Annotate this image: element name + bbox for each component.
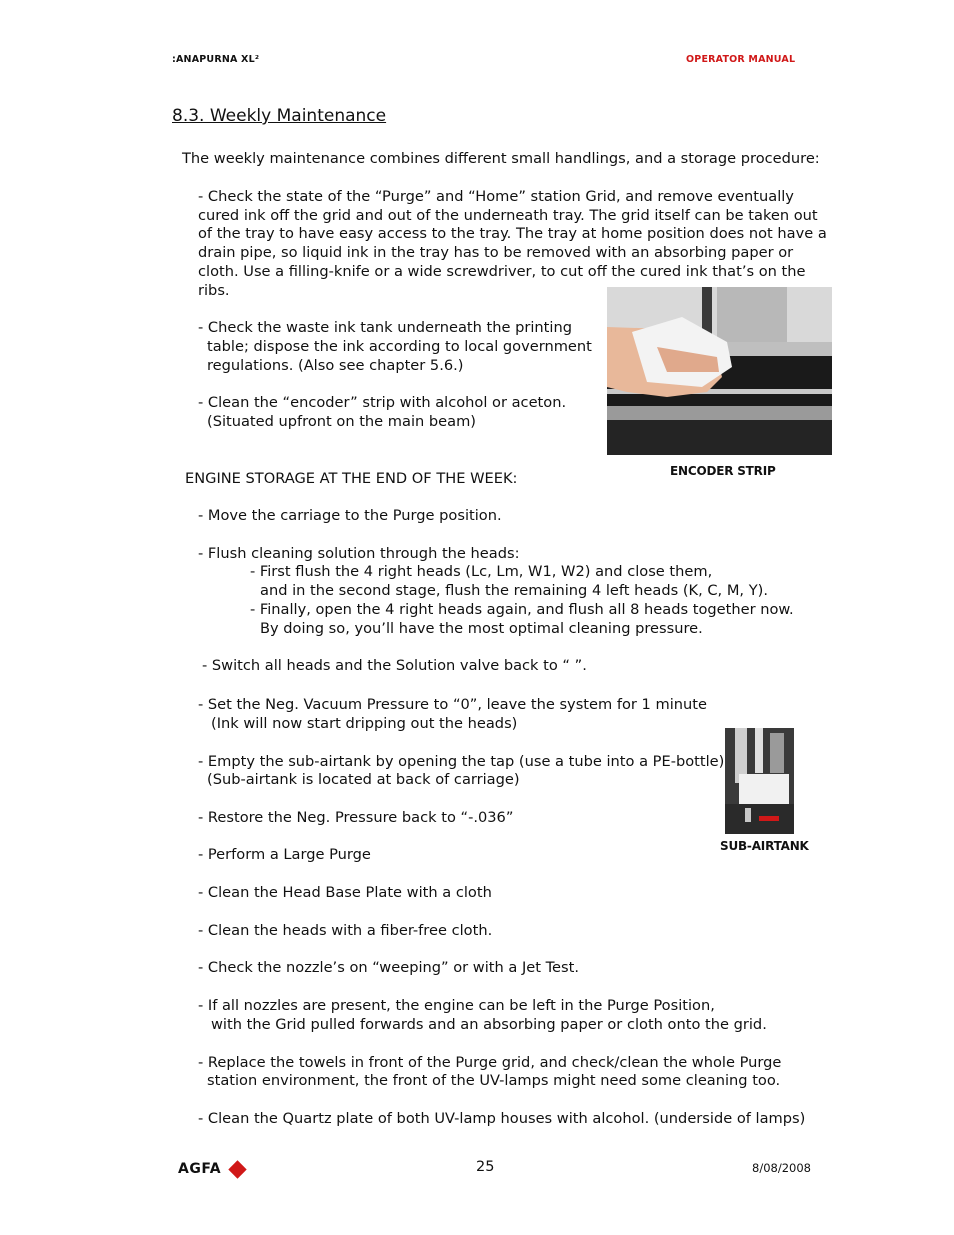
text-line: - Check the state of the “Purge” and “Home” station Grid, and remove eventually — [198, 188, 794, 205]
text-line: - Check the nozzle’s on “weeping” or with a Jet Test. — [198, 959, 579, 976]
text-line: - Flush cleaning solution through the heads: — [198, 545, 520, 562]
text-line: ribs. — [198, 282, 230, 299]
text-line: - Clean the Quartz plate of both UV-lamp houses with alcohol. (underside of lamps) — [198, 1110, 806, 1127]
text-line: cured ink off the grid and out of the underneath tray. The grid itself can be taken out — [198, 207, 818, 224]
header-product: :ANAPURNA XL² — [172, 54, 260, 65]
intro-text: The weekly maintenance combines different small handlings, and a storage procedure: — [182, 150, 820, 167]
sub-airtank-photo — [725, 728, 794, 834]
text-line: - Move the carriage to the Purge position. — [198, 507, 502, 524]
text-line: - Replace the towels in front of the Purge grid, and check/clean the whole Purge — [198, 1054, 782, 1071]
text-line: - Switch all heads and the Solution valve back to “ ”. — [202, 657, 587, 674]
text-line: table; dispose the ink according to local government — [207, 338, 592, 355]
text-line: station environment, the front of the UV-lamps might need some cleaning too. — [207, 1072, 781, 1089]
text-line: - Check the waste ink tank underneath the printing — [198, 319, 572, 336]
page-number: 25 — [476, 1159, 495, 1175]
agfa-logo-mark-icon — [228, 1160, 246, 1178]
agfa-logo: AGFA — [178, 1161, 222, 1177]
text-line: - Clean the heads with a fiber-free cloth. — [198, 922, 493, 939]
text-line: regulations. (Also see chapter 5.6.) — [207, 357, 464, 374]
encoder-strip-photo — [607, 287, 832, 455]
text-line: (Situated upfront on the main beam) — [207, 413, 477, 430]
header-manual: OPERATOR MANUAL — [686, 54, 796, 65]
sub-airtank-image — [725, 728, 794, 834]
text-line: - Clean the Head Base Plate with a cloth — [198, 884, 492, 901]
text-line: - First flush the 4 right heads (Lc, Lm, W1, W2) and close them, — [250, 563, 713, 580]
text-line: - Perform a Large Purge — [198, 846, 371, 863]
text-line: - Restore the Neg. Pressure back to “-.036” — [198, 809, 514, 826]
footer-date: 8/08/2008 — [752, 1161, 811, 1175]
section-title: 8.3. Weekly Maintenance — [172, 106, 387, 126]
encoder-strip-caption: ENCODER STRIP — [670, 464, 776, 478]
storage-heading: ENGINE STORAGE AT THE END OF THE WEEK: — [185, 470, 518, 487]
text-line: with the Grid pulled forwards and an absorbing paper or cloth onto the grid. — [211, 1016, 767, 1033]
text-line: drain pipe, so liquid ink in the tray has to be removed with an absorbing paper or — [198, 244, 794, 261]
sub-airtank-caption: SUB-AIRTANK — [720, 839, 809, 853]
text-line: (Sub-airtank is located at back of carriage) — [207, 771, 520, 788]
text-line: and in the second stage, flush the remaining 4 left heads (K, C, M, Y). — [260, 582, 768, 599]
text-line: - Finally, open the 4 right heads again, and flush all 8 heads together now. — [250, 601, 794, 618]
encoder-strip-image — [607, 287, 832, 455]
text-line: (Ink will now start dripping out the heads) — [211, 715, 518, 732]
text-line: - Set the Neg. Vacuum Pressure to “0”, leave the system for 1 minute — [198, 696, 707, 713]
text-line: - Empty the sub-airtank by opening the tap (use a tube into a PE-bottle) — [198, 753, 725, 770]
text-line: cloth. Use a filling-knife or a wide screwdriver, to cut off the cured ink that’s on the — [198, 263, 806, 280]
text-line: - If all nozzles are present, the engine can be left in the Purge Position, — [198, 997, 715, 1014]
text-line: By doing so, you’ll have the most optimal cleaning pressure. — [260, 620, 703, 637]
text-line: of the tray to have easy access to the tray. The tray at home position does not have a — [198, 225, 827, 242]
text-line: - Clean the “encoder” strip with alcohol or aceton. — [198, 394, 567, 411]
